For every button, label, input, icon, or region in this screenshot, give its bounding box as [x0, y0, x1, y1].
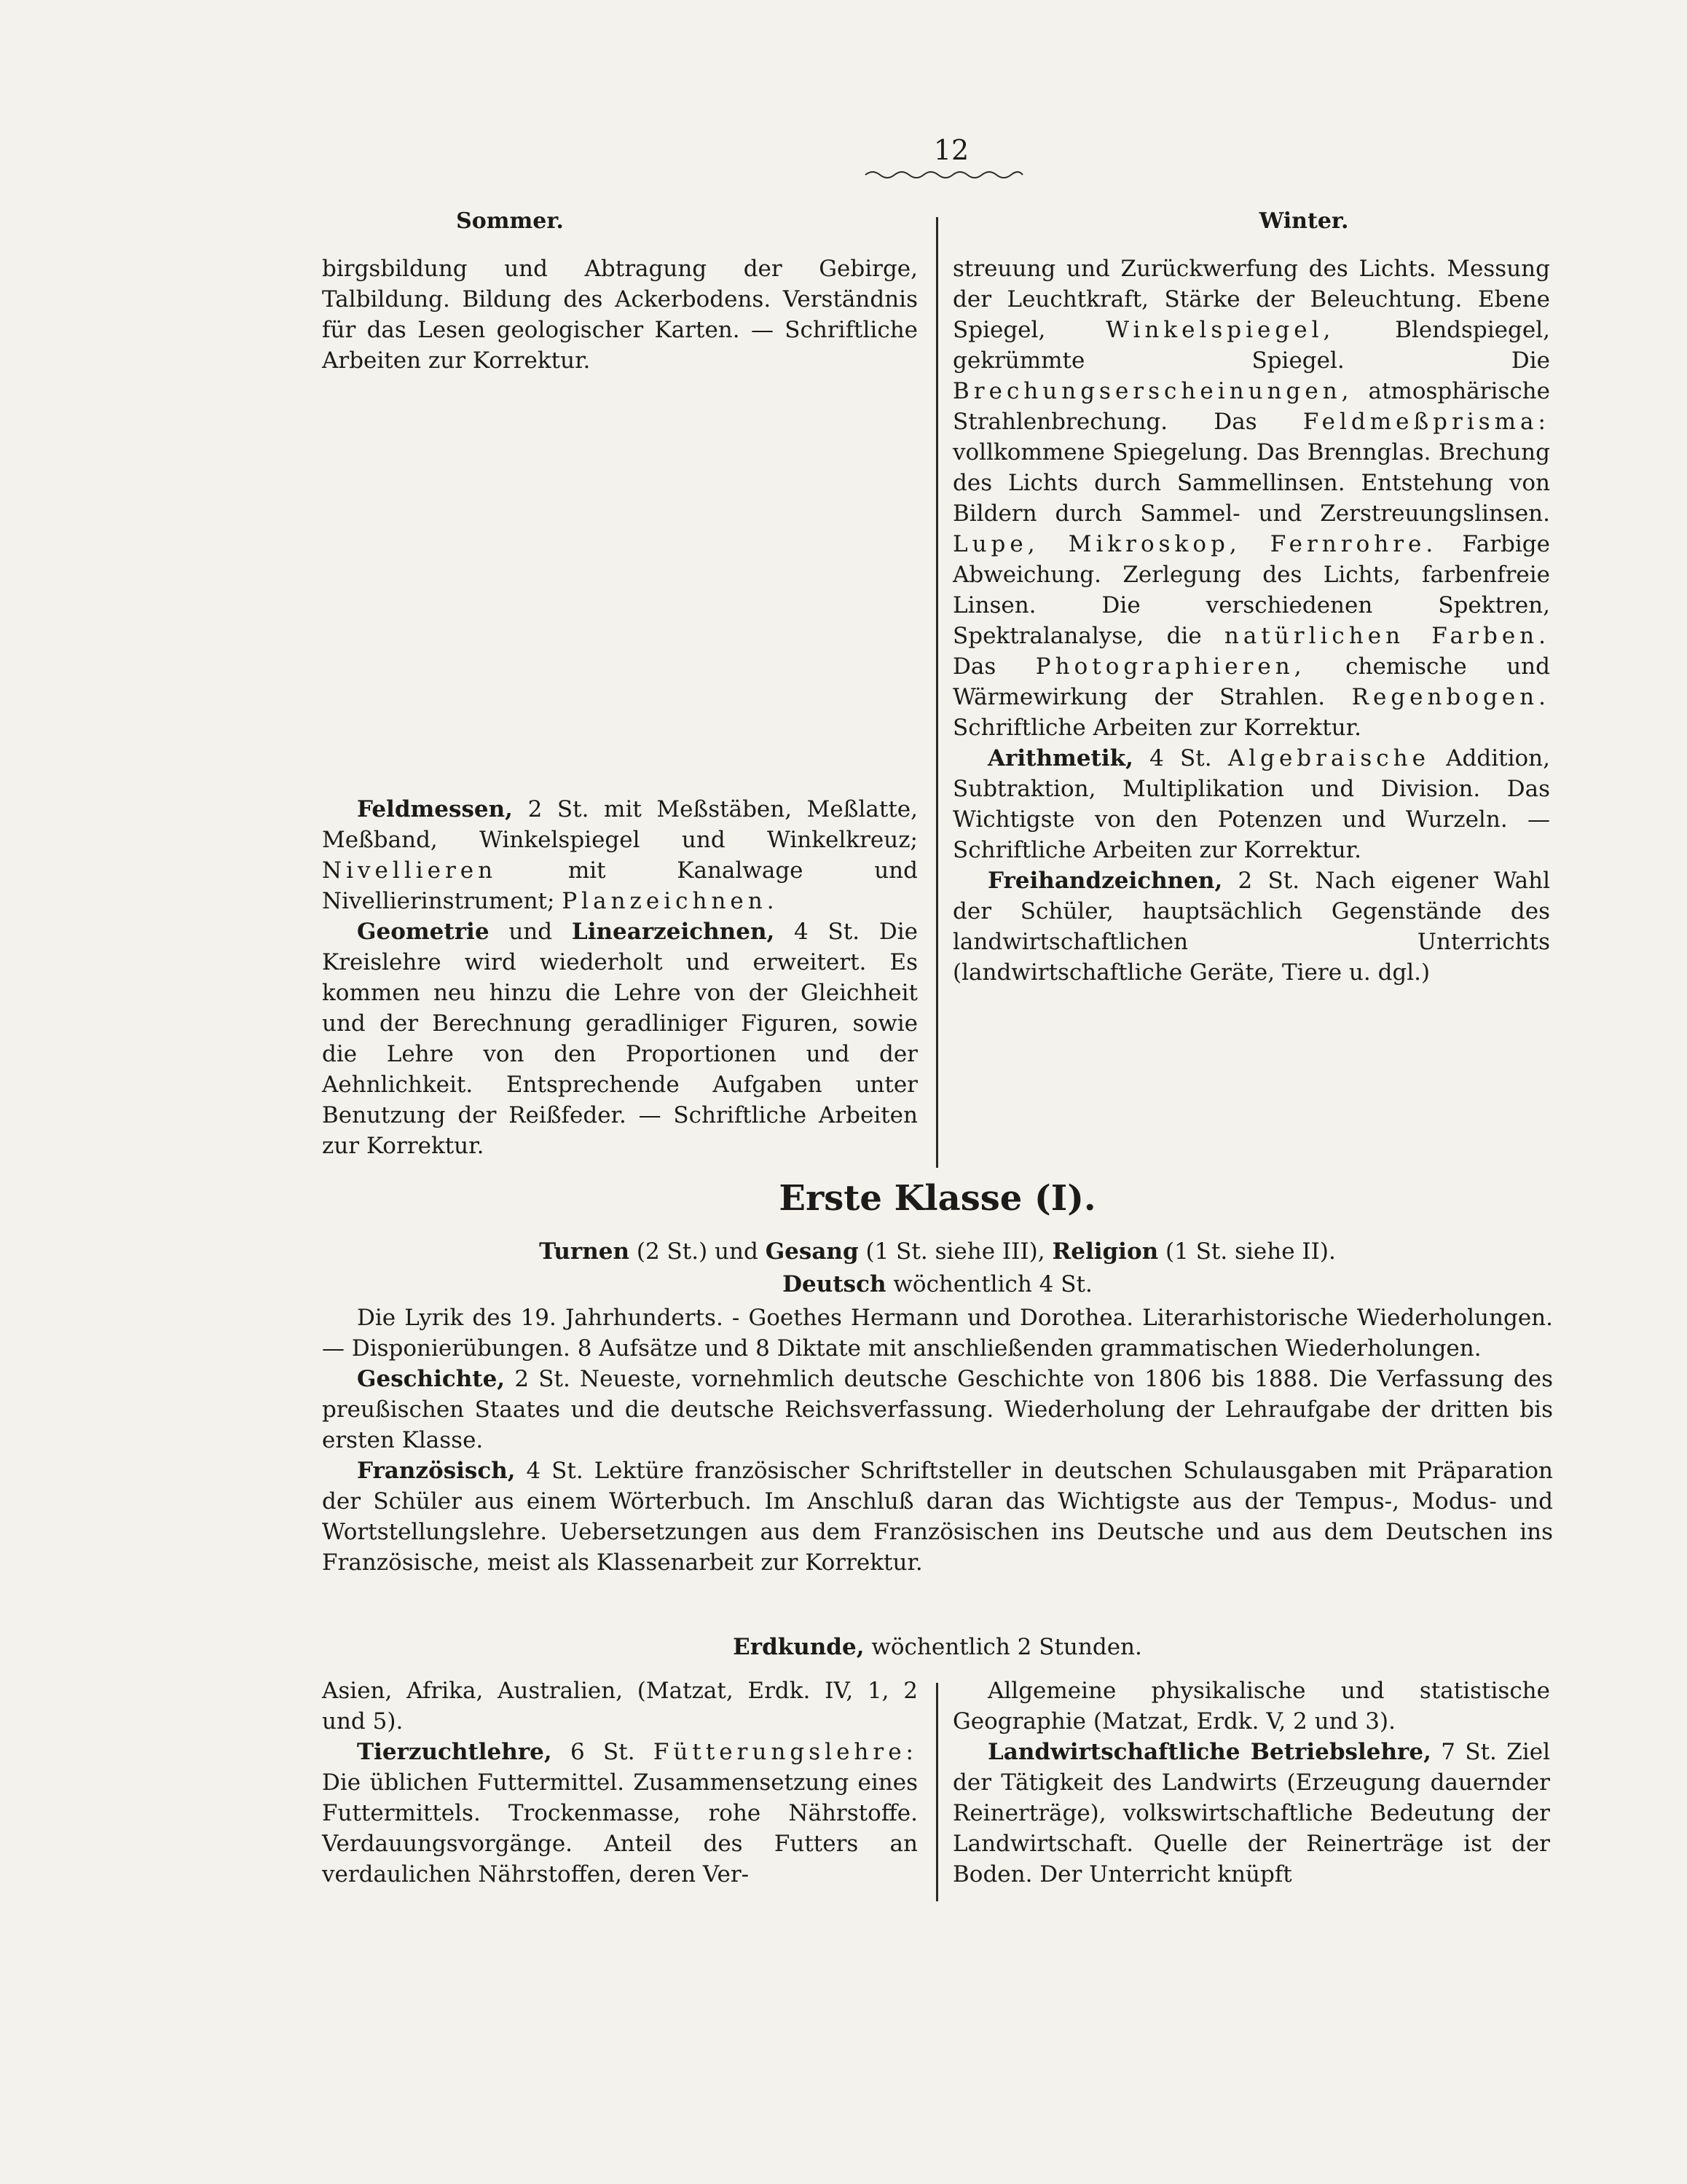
arithmetik-text-b: Addition, Subtraktion, Multiplikation und Division. Das Wichtigste von den Potenzen und Wurzeln. — Schriftliche Arbeiten zur Korrektur.: [953, 745, 1550, 863]
header-winter: Winter.: [1259, 208, 1349, 234]
erste-klasse-body: [322, 1303, 1553, 1578]
gesang-label: Gesang: [765, 1238, 859, 1265]
betriebslehre-text: 7 St. Ziel der Tätigkeit des Landwirts (Erzeugung dauernder Reinerträge), volkswirtschaftliche Bedeutung der Landwirtschaft. Quelle der Reinerträge ist der Boden. Der Unterricht knüpft: [953, 1739, 1550, 1888]
franzoesisch-label: Französisch,: [357, 1458, 516, 1484]
left-column-bottom: [322, 1676, 918, 1890]
winter-text-1: streuung und Zurückwerfung des Lichts. Messung der Leuchtkraft, Stärke der Beleuchtung. Ebene Spiegel,: [953, 256, 1550, 343]
feldmessen-spaced-a: Nivellieren: [322, 857, 498, 884]
section-title-erste-klasse: Erste Klasse (I).: [779, 1178, 1096, 1219]
erdkunde-text: wöchentlich 2 Stunden.: [864, 1634, 1142, 1660]
freihand-label: Freihandzeichnen,: [988, 868, 1223, 894]
feldmessen-label: Feldmessen,: [357, 796, 513, 822]
winter-text-5: Farbige Abweichung. Zerlegung des Lichts, farbenfreie Linsen. Die verschiedenen Spektren, Spektralanalyse, die: [953, 531, 1550, 649]
tierzucht-text-a: 6 St.: [551, 1739, 653, 1765]
winter-spaced-3: Feldmeßprisma:: [1302, 409, 1550, 435]
geometrie-und: und: [489, 919, 572, 945]
header-sommer: Sommer.: [456, 208, 564, 234]
geschichte-text: 2 St. Neueste, vornehmlich deutsche Geschichte von 1806 bis 1888. Die Verfassung des preußischen Staates und die deutsche Reichsverfassung. Wiederholung der Lehraufgabe der dritten bis ersten Klasse.: [322, 1366, 1553, 1453]
gesang-text: (1 St. siehe III),: [858, 1238, 1053, 1265]
geometrie-label: Geometrie: [357, 919, 489, 945]
right-column-bottom: [953, 1676, 1550, 1890]
freihand-text: 2 St. Nach eigener Wahl der Schüler, hauptsächlich Gegenstände des landwirtschaftlichen Unterrichts (landwirtschaftliche Geräte, Tiere u. dgl.): [953, 868, 1550, 986]
winter-text-4: vollkommene Spiegelung. Das Brennglas. Brechung des Lichts durch Sammellinsen. Entstehung von Bildern durch Sammel- und Zerstreuungslinsen.: [953, 439, 1550, 527]
winter-text-2: Blendspiegel, gekrümmte Spiegel. Die: [953, 317, 1550, 374]
winter-spaced-7: Regenbogen.: [1351, 684, 1550, 710]
arithmetik-spaced: Algebraische: [1227, 745, 1430, 771]
religion-text: (1 St. siehe II).: [1158, 1238, 1336, 1265]
winter-text-8: Schriftliche Arbeiten zur Korrektur.: [953, 715, 1361, 741]
geometrie-paragraph: [322, 916, 918, 1161]
column-divider-top: [936, 217, 938, 1168]
winter-spaced-1: Winkelspiegel,: [1106, 317, 1335, 343]
betriebslehre-label: Landwirtschaftliche Betriebslehre,: [988, 1739, 1431, 1765]
turnen-text: (2 St.) und: [629, 1238, 766, 1265]
feldmessen-spaced-b: Planzeichnen.: [562, 888, 779, 914]
geschichte-paragraph: [322, 1364, 1553, 1456]
left-column-middle: [322, 794, 918, 1161]
feldmessen-text-a: 2 St. mit Meßstäben, Meßlatte, Meßband, Winkelspiegel und Winkelkreuz;: [322, 796, 918, 853]
arithmetik-paragraph: [953, 743, 1550, 865]
feldmessen-text-b: mit Kanalwage und Nivellierinstrument;: [322, 857, 918, 914]
betriebslehre-paragraph: [953, 1737, 1550, 1890]
asien-paragraph: Asien, Afrika, Australien, (Matzat, Erdk. IV, 1, 2 und 5).: [322, 1678, 918, 1735]
geometrie-text: 4 St. Die Kreislehre wird wiederholt und erweitert. Es kommen neu hinzu die Lehre von der Gleichheit und der Berechnung geradliniger Figuren, sowie die Lehre von den Proportionen und der Aehnlichkeit. Entsprechende Aufgaben unter Benutzung der Reißfeder. — Schriftliche Arbeiten zur Korrektur.: [322, 919, 919, 1159]
winter-spaced-6: Photographieren,: [1035, 653, 1306, 680]
page-number: 12: [933, 134, 970, 166]
left-column-top: [322, 254, 918, 376]
linearzeichnen-label: Linearzeichnen,: [571, 919, 775, 945]
deutsch-text: wöchentlich 4 St.: [886, 1271, 1093, 1297]
tierzucht-text-b: Die üblichen Futtermittel. Zusammensetzung eines Futtermittels. Trockenmasse, rohe Nährstoffe. Verdauungsvorgänge. Anteil des Futters an verdaulichen Nährstoffen, deren Ver-: [322, 1769, 918, 1888]
winter-spaced-5: natürlichen Farben.: [1224, 623, 1550, 649]
winter-physics-paragraph: [953, 254, 1550, 743]
turnen-line: [322, 1236, 1553, 1267]
winter-text-7: chemische und Wärmewirkung der Strahlen.: [953, 653, 1550, 710]
winter-text-6: Das: [953, 653, 1036, 680]
freihand-paragraph: [953, 865, 1550, 988]
sommer-intro: birgsbildung und Abtragung der Gebirge, Talbildung. Bildung des Ackerbodens. Verständnis für das Lesen geologischer Karten. — Schriftliche Arbeiten zur Korrektur.: [322, 256, 918, 374]
arithmetik-text-a: 4 St.: [1133, 745, 1228, 771]
deutsch-heading: [322, 1269, 1553, 1300]
franzoesisch-text: 4 St. Lektüre französischer Schriftsteller in deutschen Schulausgaben mit Präparation der Schüler aus einem Wörterbuch. Im Anschluß daran das Wichtigste aus der Tempus-, Modus- und Wortstellungslehre. Uebersetzungen aus dem Französischen ins Deutsche und aus dem Deutschen ins Französische, meist als Klassenarbeit zur Korrektur.: [322, 1458, 1553, 1576]
religion-label: Religion: [1052, 1238, 1159, 1265]
allgemeine-paragraph: Allgemeine physikalische und statistische Geographie (Matzat, Erdk. V, 2 und 3).: [953, 1678, 1550, 1735]
winter-spaced-4: Lupe, Mikroskop, Fernrohre.: [953, 531, 1438, 557]
geschichte-label: Geschichte,: [357, 1366, 506, 1392]
deutsch-paragraph: Die Lyrik des 19. Jahrhunderts. - Goethes Hermann und Dorothea. Literarhistorische Wiederholungen. — Disponierübungen. 8 Aufsätze und 8 Diktate mit anschließenden grammatischen Wiederholungen.: [322, 1305, 1553, 1362]
winter-text-3: atmosphärische Strahlenbrechung. Das: [953, 378, 1550, 435]
ornament-squiggle: [864, 169, 1024, 181]
erdkunde-heading: [322, 1632, 1553, 1662]
deutsch-label: Deutsch: [782, 1271, 886, 1297]
turnen-label: Turnen: [539, 1238, 630, 1265]
erdkunde-label: Erdkunde,: [733, 1634, 865, 1660]
winter-spaced-2: Brechungserscheinungen,: [953, 378, 1353, 404]
franzoesisch-paragraph: [322, 1456, 1553, 1578]
tierzucht-spaced: Fütterungslehre:: [653, 1739, 918, 1765]
arithmetik-label: Arithmetik,: [988, 745, 1133, 771]
column-divider-bottom: [936, 1683, 938, 1901]
right-column-top: [953, 254, 1550, 988]
tierzucht-label: Tierzuchtlehre,: [357, 1739, 552, 1765]
tierzucht-paragraph: [322, 1737, 918, 1890]
feldmessen-paragraph: [322, 794, 918, 916]
